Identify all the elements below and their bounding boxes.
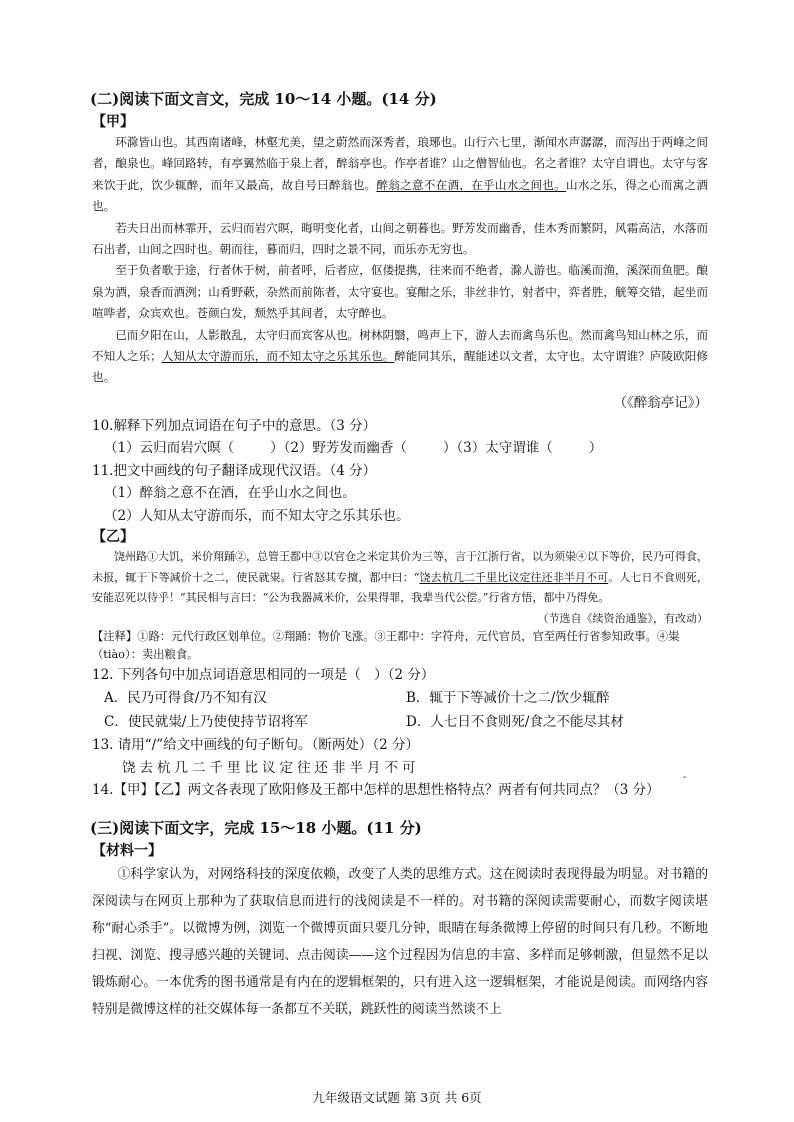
question-12: 12. 下列各句中加点词语意思相同的一项是（ ）（2 分）	[92, 666, 435, 683]
question-11-item-1: （1）醉翁之意不在酒，在乎山水之间也。	[104, 485, 356, 502]
question-11-item-2: （2）人知从太守游而乐，而不知太守之乐其乐也。	[104, 507, 410, 524]
underlined-sentence-2: 人知从太守游而乐，而不知太守之乐其乐也。	[161, 349, 395, 364]
underlined-sentence-1: 醉翁之意不在酒，在乎山水之间也。	[376, 177, 567, 192]
passage-jia-para-3: 至于负者歌于途，行者休于树，前者呼，后者应，伛偻提携，往来而不绝者，滁人游也。临溪而渔，溪深而鱼肥。酿泉为酒，泉香而酒洌；山肴野蔌，杂然而前陈者，太守宴也。宴酣之乐，非丝非竹，射者中，弈者胜，觥筹交错，起坐而喧哗者，众宾欢也。苍颜白发，颓然乎其间者，太守醉也。	[92, 263, 708, 321]
section-3-heading: (三)阅读下面文字，完成 15～18 小题。(11 分)	[90, 819, 422, 838]
option-a: A．民乃可得食/乃不知有汉	[104, 690, 267, 707]
passage-jia-tag: 【甲】	[92, 114, 134, 130]
passage-jia-para-4: 已而夕阳在山，人影散乱，太守归而宾客从也。树林阴翳，鸣声上下，游人去而禽鸟乐也。然而禽鸟知山林之乐，而不知人之乐；人知从太守游而乐，而不知太守之乐其乐也。醉能同其乐，醒能述以文者，太守也。太守谓谁？庐陵欧阳修也。	[92, 327, 708, 385]
option-c: C．使民就粜/上乃使使持节诏将军	[104, 714, 308, 731]
passage-jia-source: （《醉翁亭记》）	[613, 394, 708, 411]
passage-jia-para-1: 环滁皆山也。其西南诸峰，林壑尤美，望之蔚然而深秀者，琅琊也。山行六七里，渐闻水声潺潺，而泻出于两峰之间者，酿泉也。峰回路转，有亭翼然临于泉上者，醉翁亭也。作亭者谁？山之僧智仙也。名之者谁？太守自谓也。太守与客来饮于此，饮少辄醉，而年又最高，故自号曰醉翁也。醉翁之意不在酒，在乎山水之间也。山水之乐，得之心而寓之酒也。	[92, 135, 708, 214]
material-1-tag: 【材料一】	[92, 843, 162, 860]
underlined-sentence-3: 饶去杭几二千里比议定往还非半月不可	[419, 570, 609, 584]
passage-jia-para-2: 若夫日出而林霏开，云归而岩穴暝，晦明变化者，山间之朝暮也。野芳发而幽香，佳木秀而繁阴，风霜高洁，水落而石出者，山间之四时也。朝而往，暮而归，四时之景不同，而乐亦无穷也。	[92, 220, 708, 257]
passage-yi-source: （节选自《续资治通鉴》，有改动）	[537, 611, 708, 625]
question-11: 11.把文中画线的句子翻译成现代汉语。（4 分）	[92, 462, 377, 479]
question-10: 10.解释下列加点词语在句子中的意思。（3 分）	[92, 417, 377, 434]
question-13: 13. 请用“/”给文中画线的句子断句。（断两处）（2 分）	[92, 737, 419, 754]
passage-yi-notes: 【注释】①路：元代行政区划单位。②翔踊：物价飞涨。③王都中：字符舟，元代官员，官至两任行省参知政事。④粜（tiào）：卖出粮食。	[92, 629, 680, 661]
question-10-items: （1）云归而岩穴暝（ ）（2）野芳发而幽香（ ）（3）太守谓谁（ ）	[104, 440, 603, 457]
option-d: D．人七日不食则死/食之不能尽其材	[406, 714, 624, 731]
question-14: 14.【甲】【乙】两文各表现了欧阳修及王都中怎样的思想性格特点？两者有何共同点？（3 分）	[92, 781, 660, 798]
passage-yi-tag: 【乙】	[92, 529, 134, 546]
material-1-para: ①科学家认为，对网络科技的深度依赖，改变了人类的思维方式。这在阅读时表现得最为明显。对书籍的深阅读与在网页上那种为了获取信息而进行的浅阅读是不一样的。对书籍的深阅读需要耐心，而数字阅读堪称“耐心杀手”。以微博为例，浏览一个微博页面只要几分钟，眼睛在每条微博上停留的时间只有几秒。不断地扫视、浏览、搜寻感兴趣的关键词、点击阅读——这个过程因为信息的丰富、多样而足够刺激，但显然不足以锻炼耐心。一本优秀的图书通常是有内在的逻辑框架的，只有进入这一逻辑框架，才能说是阅读。而网络内容特别是微博这样的社交媒体每一条都互不关联，跳跃性的阅读当然谈不上	[92, 867, 708, 1018]
section-2-heading: (二)阅读下面文言文，完成 10～14 小题。(14 分)	[90, 90, 437, 108]
page-footer: 九年级语文试题 第 3页 共 6页	[312, 1090, 482, 1105]
passage-yi: 饶州路①大饥，米价翔踊②，总管王都中③以官仓之米定其价为三等，言于江浙行省，以为须粜④以下等价，民乃可得食，未报，辄于下等减价十之二，使民就粜。行省怒其专擅，都中曰：“饶去杭几二千里比议定往还非半月不可。人七日不食则死，安能忍死以待乎！”其民相与言曰：“公为我器减米价，公果得罪，我辈当代公偿。”行省方悟，都中乃得免。	[92, 550, 709, 605]
question-12-options	[104, 686, 708, 734]
stray-mark: -	[683, 772, 687, 783]
question-13-sentence: 饶去杭几二千里比议定往还非半月不可	[122, 759, 420, 776]
option-b: B．辄于下等减价十之二/饮少辄醉	[406, 690, 610, 707]
